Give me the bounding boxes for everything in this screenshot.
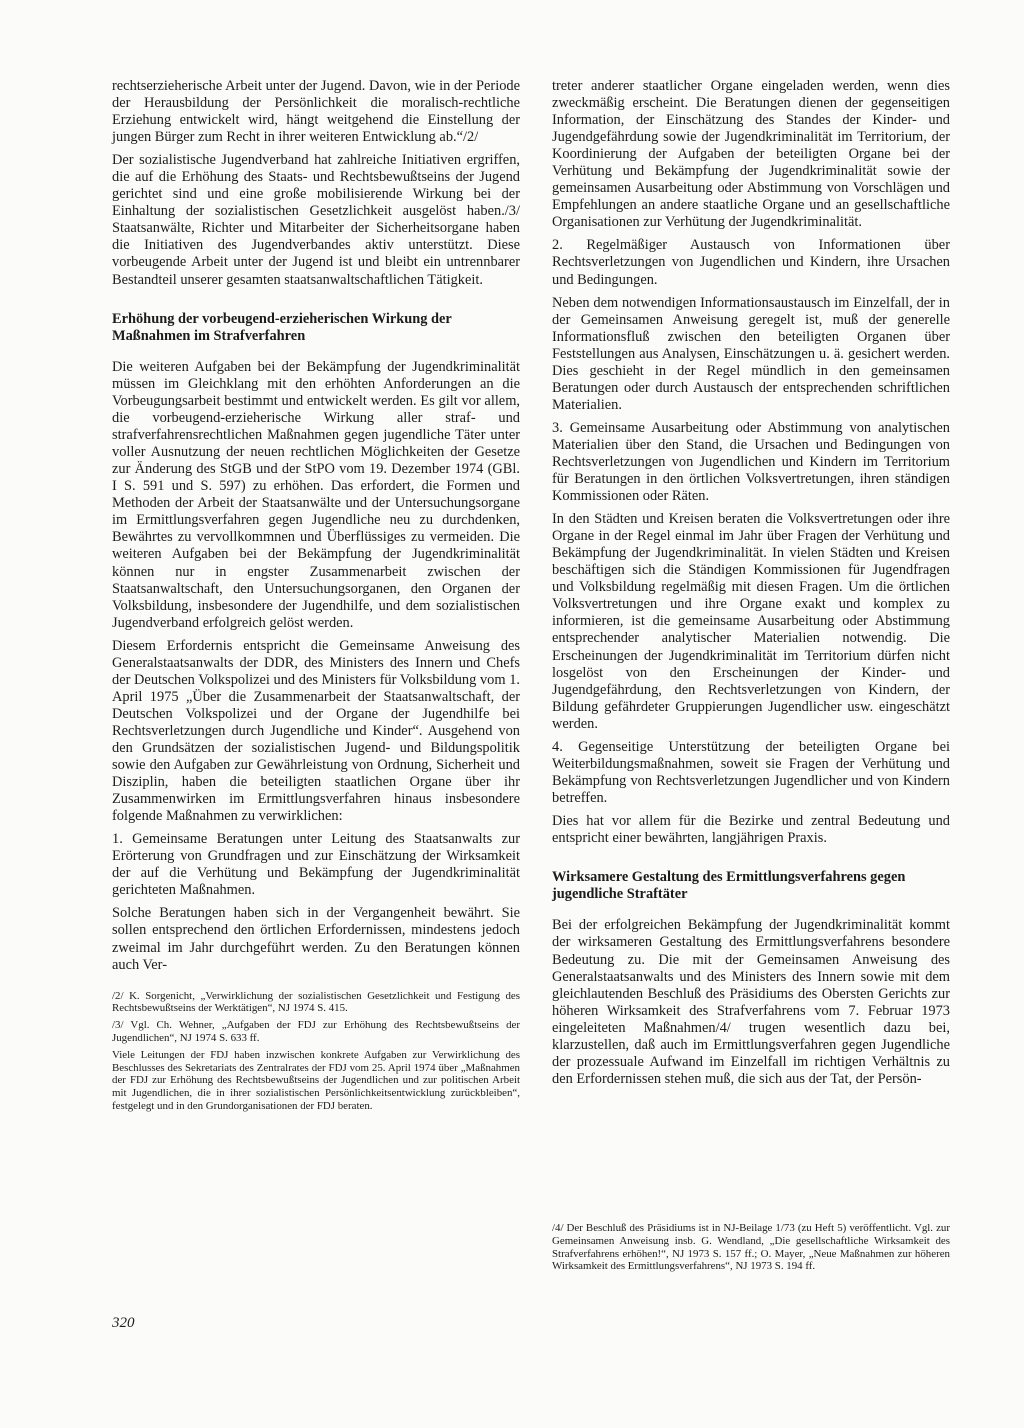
right-column [552, 78, 950, 1094]
footnotes-right [552, 1222, 950, 1277]
page-number: 320 [112, 1315, 135, 1331]
footnote: /3/ Vgl. Ch. Wehner, „Aufgaben der FDJ zur Erhöhung des Rechtsbewußtseins der Jugendlichen“, NJ 1974 S. 633 ff. [112, 1019, 520, 1044]
section-heading: Erhöhung der vorbeugend-erzieherischen Wirkung der Maßnahmen im Strafverfahren [112, 310, 452, 344]
footnote: /4/ Der Beschluß des Präsidiums ist in NJ-Beilage 1/73 (zu Heft 5) veröffentlicht. Vgl. zur Gemeinsamen Anweisung insb. G. Wendland, „Die gesellschaftliche Wirksamkeit des Strafverfahrens erhöhen!“, NJ 1973 S. 157 ff.; O. Mayer, „Neue Maßnahmen zur höheren Wirksamkeit des Ermittlungsverfahrens“, NJ 1973 S. 194 ff. [552, 1222, 950, 1273]
paragraph: rechtserzieherische Arbeit unter der Jugend. Davon, wie in der Periode der Herausbildung der Persönlichkeit die moralisch-rechtliche Erziehung entwickelt wird, hängt weitgehend die Einstellung der jungen Bürger zum Recht in ihrer weiteren Entwicklung ab.“/2/ [112, 78, 520, 146]
left-column [112, 78, 520, 1117]
section-heading: Wirksamere Gestaltung des Ermittlungsverfahrens gegen jugendliche Straftäter [552, 869, 906, 903]
paragraph: Bei der erfolgreichen Bekämpfung der Jugendkriminalität kommt der wirksameren Gestaltung des Ermittlungsverfahrens besondere Bedeutung zu. Die mit der Gemeinsamen Anweisung des Generalstaatsanwalts und des Ministers des Innern sowie mit dem gleichlautenden Beschluß des Präsidiums des Obersten Gerichts zur höheren Wirksamkeit des Strafverfahrens vom 7. Februar 1973 eingeleiteten Maßnahmen/4/ trugen wesentlich dazu bei, klarzustellen, daß auch im Ermittlungsverfahren gegen Jugendliche der prozessuale Aufwand im Einzelfall im richtigen Verhältnis zu den Erfordernissen stehen muß, die sich aus der Tat, der Persön- [552, 917, 950, 1087]
paragraph: Solche Beratungen haben sich in der Vergangenheit bewährt. Sie sollen entsprechend den örtlichen Erfordernissen, mindestens jedoch zweimal im Jahr durchgeführt werden. Zu den Beratungen können auch Ver- [112, 905, 520, 973]
paragraph: Der sozialistische Jugendverband hat zahlreiche Initiativen ergriffen, die auf die Erhöhung des Staats- und Rechtsbewußtseins der Jugend gerichtet sind und eine große mobilisierende Wirkung bei der Einhaltung der sozialistischen Gesetzlichkeit ausgelöst haben./3/ Staatsanwälte, Richter und Mitarbeiter der Sicherheitsorgane haben die Initiativen des Jugendverbandes aktiv unterstützt. Diese vorbeugende Arbeit unter der Jugend ist und bleibt ein untrennbarer Bestandteil unserer gesamten staatsanwaltschaftlichen Tätigkeit. [112, 152, 520, 288]
paragraph: Diesem Erfordernis entspricht die Gemeinsame Anweisung des Generalstaatsanwalts der DDR, des Ministers des Innern und Chefs der Deutschen Volkspolizei und des Ministers für Volksbildung vom 1. April 1975 „Über die Zusammenarbeit der Staatsanwaltschaft, der Deutschen Volkspolizei und der Organe der Jugendhilfe bei Rechtsverletzungen durch Jugendliche und Kinder“. Ausgehend von den Grundsätzen der sozialistischen Jugend- und Bildungspolitik sowie den Aufgaben zur Gewährleistung von Ordnung, Sicherheit und Disziplin, haben die beteiligten staatlichen Organe über ihr Zusammenwirken im Ermittlungsverfahren hinaus insbesondere folgende Maßnahmen zu verwirklichen: [112, 637, 520, 825]
paragraph: 1. Gemeinsame Beratungen unter Leitung des Staatsanwalts zur Erörterung von Grundfragen und zur Einschätzung der Wirksamkeit der auf die Verhütung und Bekämpfung der Jugendkriminalität gerichteten Maßnahmen. [112, 831, 520, 899]
paragraph: 2. Regelmäßiger Austausch von Informationen über Rechtsverletzungen von Jugendlichen und Kindern, ihre Ursachen und Bedingungen. [552, 237, 950, 288]
footnote: Viele Leitungen der FDJ haben inzwischen konkrete Aufgaben zur Verwirklichung des Beschlusses des Sekretariats des Zentralrates der FDJ vom 25. April 1974 über „Maßnahmen der FDJ zur Erhöhung des Rechtsbewußtseins der Jugendlichen und zur politischen Arbeit mit Jugendlichen, die in ihrer sozialistischen Persönlichkeitsentwicklung zurückbleiben“, festgelegt und in den Grundorganisationen der FDJ beraten. [112, 1048, 520, 1112]
paragraph: Die weiteren Aufgaben bei der Bekämpfung der Jugendkriminalität müssen im Gleichklang mit den erhöhten Anforderungen an die Vorbeugungsarbeit bestimmt und entwickelt werden. Es gilt vor allem, die vorbeugend-erzieherische Wirkung aller straf- und strafverfahrensrechtlichen Maßnahmen gegen jugendliche Täter unter voller Ausnutzung der neuen rechtlichen Möglichkeiten der Gesetze zur Änderung des StGB und der StPO vom 19. Dezember 1974 (GBl. I S. 591 und S. 597) zu erhöhen. Das erfordert, die Formen und Methoden der Arbeit der Staatsanwälte und der Untersuchungsorgane im Ermittlungsverfahren gegen Jugendliche neu zu durchdenken, Bewährtes zu vervollkommnen und Überflüssiges zu vermeiden. Die weiteren Aufgaben bei der Bekämpfung der Jugendkriminalität können nur in engster Zusammenarbeit zwischen der Staatsanwaltschaft, den Untersuchungsorganen, den Organen der Volksbildung, insbesondere der Jugendhilfe, und dem sozialistischen Jugendverband erfolgreich gelöst werden. [112, 358, 520, 631]
paragraph: Dies hat vor allem für die Bezirke und zentral Bedeutung und entspricht einer bewährten, langjährigen Praxis. [552, 812, 950, 846]
paragraph: treter anderer staatlicher Organe eingeladen werden, wenn dies zweckmäßig erscheint. Die Beratungen dienen der gegenseitigen Information, der Einschätzung des Standes der Kinder- und Jugendgefährdung sowie der Jugendkriminalität im Territorium, der Koordinierung der Aufgaben der beteiligten Organe bei der Verhütung und Bekämpfung der Jugendkriminalität sowie der gemeinsamen Ausarbeitung oder Abstimmung von Vorschlägen und Empfehlungen an andere staatliche Organe und an gesellschaftliche Organisationen zur Verhütung der Jugendkriminalität. [552, 78, 950, 231]
paragraph: In den Städten und Kreisen beraten die Volksvertretungen oder ihre Organe in der Regel einmal im Jahr über Fragen der Verhütung und Bekämpfung der Jugendkriminalität. In vielen Städten und Kreisen beschäftigen sich die Ständigen Kommissionen für Jugendfragen und Volksbildung regelmäßig mit diesen Fragen. Um die örtlichen Volksvertretungen und ihre Organe exakt und komplex zu informieren, ist die gemeinsame Ausarbeitung oder Abstimmung entsprechender analytischer Materialien notwendig. Die Erscheinungen der Jugendkriminalität im Territorium dürfen nicht losgelöst von den Erscheinungen der Kinder- und Jugendgefährdung, den Rechtsverletzungen von Kindern, der Bildung gefährdeter Gruppierungen Jugendlicher usw. eingeschätzt werden. [552, 511, 950, 732]
paragraph: Neben dem notwendigen Informationsaustausch im Einzelfall, der in der Gemeinsamen Anweisung geregelt ist, muß der generelle Informationsfluß zwischen den beteiligten Organen über Feststellungen aus Analysen, Einschätzungen u. ä. gesichert werden. Dies geschieht in der Regel mündlich in den gemeinsamen Beratungen oder durch Austausch der entsprechenden schriftlichen Materialien. [552, 294, 950, 413]
paragraph: 4. Gegenseitige Unterstützung der beteiligten Organe bei Weiterbildungsmaßnahmen, soweit sie Fragen der Verhütung und Bekämpfung von Rechtsverletzungen Jugendlicher und von Kindern betreffen. [552, 738, 950, 806]
footnotes-left [112, 990, 520, 1113]
paragraph: 3. Gemeinsame Ausarbeitung oder Abstimmung von analytischen Materialien über den Stand, die Ursachen und Bedingungen von Rechtsverletzungen von Jugendlichen und Kindern im Territorium für Beratungen in den örtlichen Volksvertretungen, ihren ständigen Kommissionen oder Räten. [552, 419, 950, 505]
footnote: /2/ K. Sorgenicht, „Verwirklichung der sozialistischen Gesetzlichkeit und Festigung des Rechtsbewußtseins der Werktätigen“, NJ 1974 S. 415. [112, 989, 520, 1015]
